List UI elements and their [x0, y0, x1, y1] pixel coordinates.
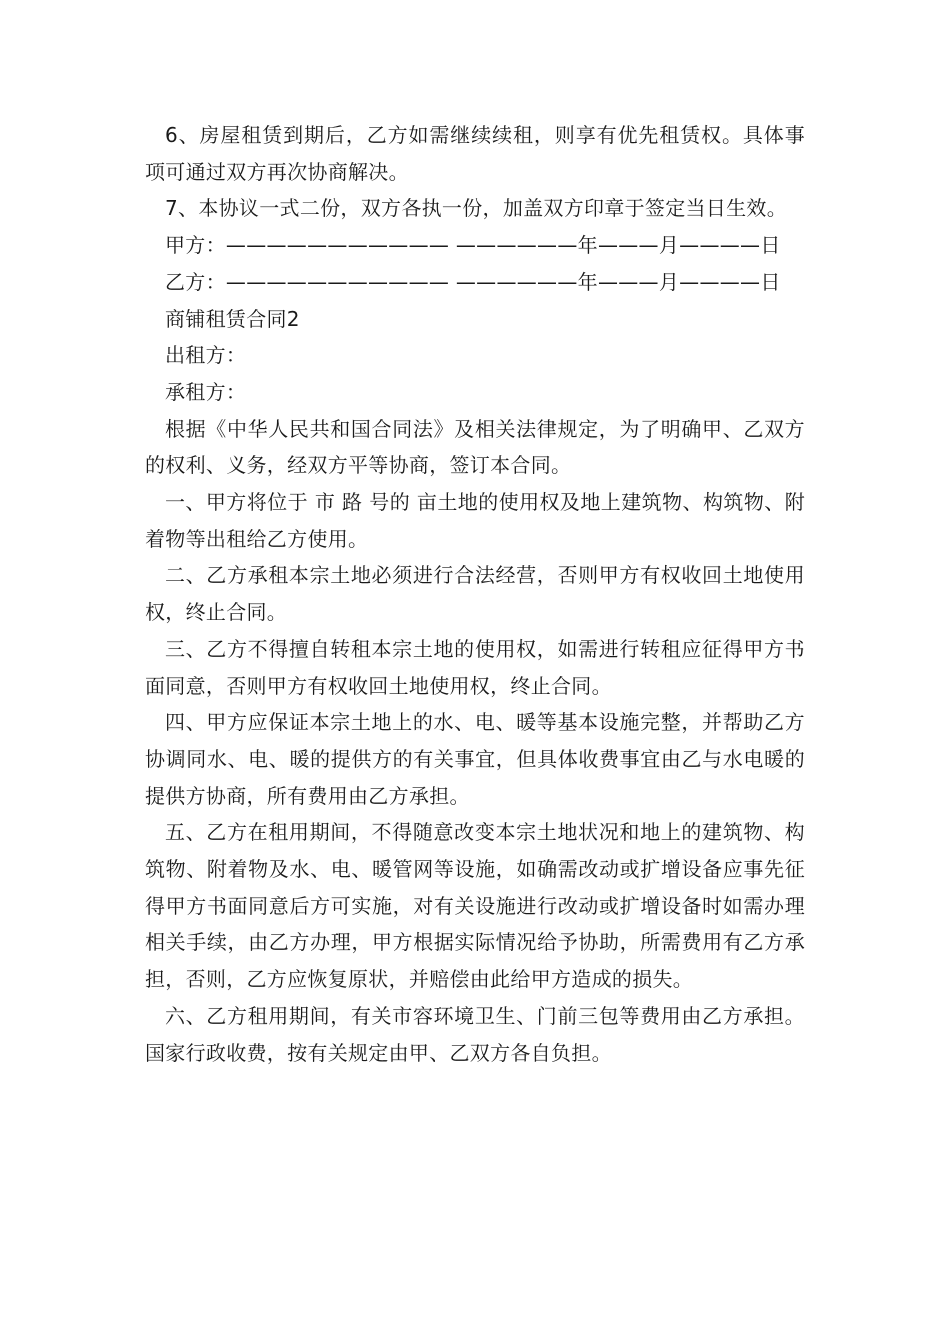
article-1: 一、甲方将位于 市 路 号的 亩土地的使用权及地上建筑物、构筑物、附着物等出租给乙方使用。	[145, 490, 805, 551]
article-2: 二、乙方承租本宗土地必须进行合法经营，否则甲方有权收回土地使用权，终止合同。	[145, 563, 805, 625]
article-4: 四、甲方应保证本宗土地上的水、电、暖等基本设施完整，并帮助乙方协调同水、电、暖的提供方的有关事宜，但具体收费事宜由乙与水电暖的提供方协商，所有费用由乙方承担。	[145, 710, 805, 808]
contract-title: 商铺租赁合同2	[165, 306, 300, 331]
lessee-label: 承租方：	[165, 379, 247, 404]
clause-6-renewal: 6、房屋租赁到期后，乙方如需继续续租，则享有优先租赁权。具体事项可通过双方再次协商解决。	[145, 123, 805, 184]
article-5: 五、乙方在租用期间，不得随意改变本宗土地状况和地上的建筑物、构筑物、附着物及水、电、暖管网等设施，如确需改动或扩增设备应事先征得甲方书面同意后方可实施，对有关设施进行改动或扩增设备时如需办理相关手续，由乙方办理，甲方根据实际情况给予协助，所需费用有乙方承担，否则，乙方应恢复原状，并赔偿由此给甲方造成的损失。	[145, 820, 805, 992]
article-6: 六、乙方租用期间，有关市容环境卫生、门前三包等费用由乙方承担。国家行政收费，按有关规定由甲、乙双方各自负担。	[145, 1003, 805, 1065]
lessor-label: 出租方：	[165, 343, 247, 368]
clause-7-copies: 7、本协议一式二份，双方各执一份，加盖双方印章于签定当日生效。	[165, 196, 788, 221]
article-3: 三、乙方不得擅自转租本宗土地的使用权，如需进行转租应征得甲方书面同意，否则甲方有权收回土地使用权，终止合同。	[145, 636, 805, 698]
document-body	[145, 117, 805, 1071]
party-b-signature-line: 乙方：——————————— ——————年———月————日	[165, 269, 781, 294]
party-a-signature-line: 甲方：——————————— ——————年———月————日	[165, 233, 781, 258]
preamble: 根据《中华人民共和国合同法》及相关法律规定，为了明确甲、乙双方的权利、义务，经双方平等协商，签订本合同。	[145, 416, 805, 478]
